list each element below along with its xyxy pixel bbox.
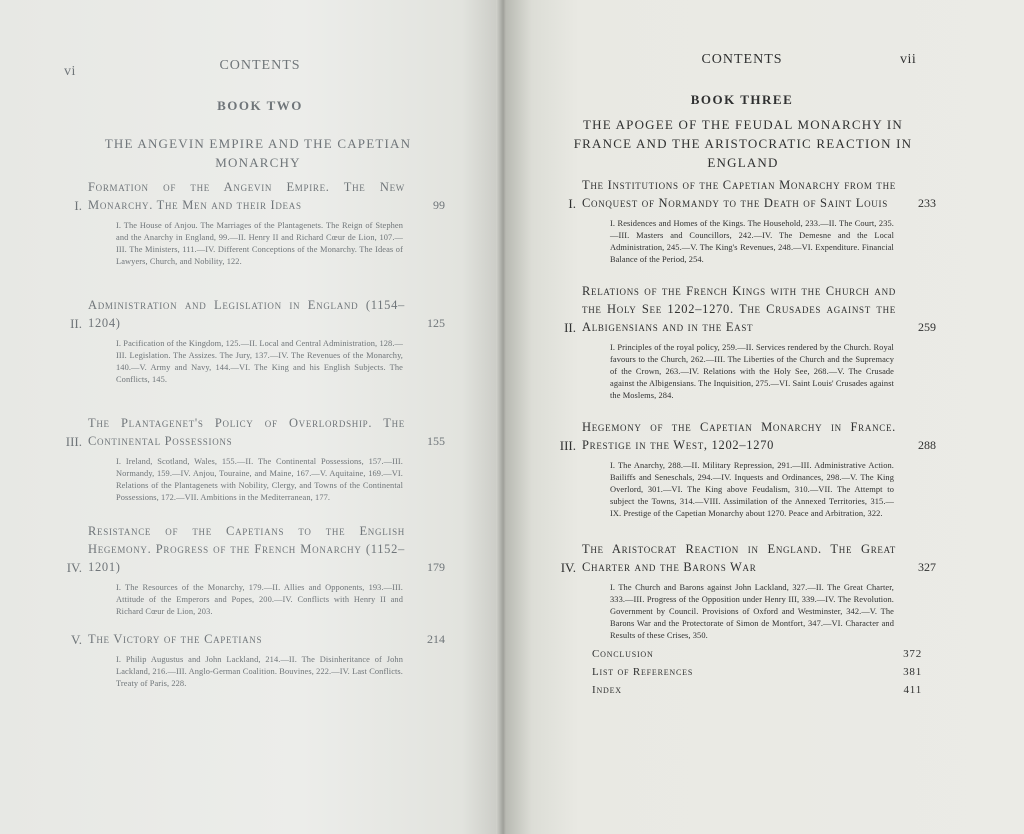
chapter-number: IV. — [560, 560, 576, 575]
chapter-page: 327 — [918, 560, 936, 574]
running-head-right: CONTENTS — [701, 52, 783, 67]
back-matter-label: Conclusion — [592, 648, 654, 660]
left-page — [0, 0, 502, 834]
chapter-number: V. — [71, 632, 82, 647]
toc-entry — [554, 418, 936, 520]
chapter-summary: I. Residences and Homes of the Kings. The Household, 233.—II. The Court, 235.—III. Masters and Councillors, 242.—IV. The Demesne and the Local Administration, 245.—V. The King's Revenues, 248.—VI. Expenditure. Financial Balance of the Period, 254. — [610, 219, 894, 264]
back-matter-page: 372 — [903, 648, 922, 660]
chapter-summary: I. Philip Augustus and John Lackland, 214.—II. The Disinheritance of John Lackland, 216.—III. Anglo-German Coalition. Bouvines, 222.—IV. Last Conflicts. Treaty of Paris, 228. — [116, 655, 403, 688]
book-two-label: BOOK TWO — [217, 98, 303, 113]
toc-entry — [60, 414, 445, 504]
chapter-page: 179 — [427, 560, 445, 574]
back-matter-page: 381 — [903, 666, 922, 678]
chapter-title: Administration and Legislation in England (1154–1204) — [88, 298, 405, 330]
chapter-number: IV. — [66, 560, 82, 575]
chapter-summary: I. Principles of the royal policy, 259.—II. Services rendered by the Church. Royal favours to the Church, 262.—III. The Liberties of the Church and the Supremacy of the Crown, 263.—IV. Relations with the Holy See, 268.—V. The Crusade against the Albigensians. The Inquisition, 275.—VI. Saint Louis' Crusades against the Moslems, 284. — [610, 343, 894, 400]
chapter-number: II. — [70, 316, 82, 331]
chapter-summary: I. Ireland, Scotland, Wales, 155.—II. The Continental Possessions, 157.—III. Normandy, 159.—IV. Anjou, Touraine, and Maine, 167.—V. Aquitaine, 169.—VI. Relations of the Plantagenets with Nobility, Clergy, and Towns of the Continental Possessions, 172.—VII. Ambitions in the Mediterranean, 177. — [116, 457, 403, 502]
running-head-left: CONTENTS — [219, 58, 301, 73]
chapter-title: The Aristocrat Reaction in England. The Great Charter and the Barons War — [582, 542, 896, 574]
chapter-page: 214 — [427, 632, 445, 646]
folio-left: vi — [64, 64, 76, 79]
toc-entry — [554, 540, 936, 642]
chapter-number: III. — [559, 438, 576, 453]
book-three-title: THE APOGEE OF THE FEUDAL MONARCHY IN FRANCE AND THE ARISTOCRATIC REACTION IN ENGLAND — [573, 117, 913, 170]
chapter-title: Resistance of the Capetians to the English Hegemony. Progress of the French Monarchy (1152–1201) — [88, 524, 405, 574]
book-three-label: BOOK THREE — [690, 92, 794, 107]
toc-entry — [60, 522, 445, 618]
chapter-number: I. — [74, 198, 82, 213]
chapter-title: Formation of the Angevin Empire. The New Monarchy. The Men and their Ideas — [88, 180, 405, 212]
chapter-title: Hegemony of the Capetian Monarchy in France. Prestige in the West, 1202–1270 — [582, 420, 896, 452]
chapter-page: 288 — [918, 438, 936, 452]
toc-index — [592, 678, 922, 696]
toc-entry — [60, 296, 445, 386]
chapter-page: 155 — [427, 434, 445, 448]
chapter-page: 259 — [918, 320, 936, 334]
back-matter-page: 411 — [903, 684, 922, 696]
back-matter-label: Index — [592, 684, 622, 696]
chapter-summary: I. Pacification of the Kingdom, 125.—II. Local and Central Administration, 128.—III. Legislation. The Assizes. The Jury, 137.—IV. The Revenues of the Monarchy, 140.—V. Army and Navy, 144.—VI. The King and his English Subjects. The Conflicts, 145. — [116, 339, 403, 384]
chapter-page: 99 — [433, 198, 445, 212]
chapter-number: III. — [65, 434, 82, 449]
right-page — [506, 0, 1024, 834]
toc-entry — [554, 282, 936, 402]
folio-right: vii — [900, 52, 917, 67]
chapter-title: The Plantagenet's Policy of Overlordship. The Continental Possessions — [88, 416, 405, 448]
chapter-page: 125 — [427, 316, 445, 330]
chapter-number: II. — [564, 320, 576, 335]
toc-entry — [60, 630, 445, 690]
chapter-summary: I. The House of Anjou. The Marriages of the Plantagenets. The Reign of Stephen and the Anarchy in England, 99.—II. Henry II and Richard Cœur de Lion, 107.—III. The Ministers, 111.—IV. Different Conceptions of the Monarchy. The Ideas of Lawyers, Church, and Nobility, 122. — [116, 221, 403, 266]
toc-conclusion — [592, 642, 922, 660]
book-two-title: THE ANGEVIN EMPIRE AND THE CAPETIAN MONARCHY — [104, 136, 412, 170]
toc-entry — [554, 176, 936, 266]
chapter-summary: I. The Anarchy, 288.—II. Military Repression, 291.—III. Administrative Action. Bailiffs and Seneschals, 294.—IV. Inquests and Ordinances, 298.—V. The King Overlord, 301.—VI. The King above Feudalism, 310.—VII. The Attempt to subject the Towns, 314.—VIII. Assimilation of the Annexed Territories, 315.—IX. Prestige of the Capetian Monarchy about 1270. Peace and Arbitration, 322. — [610, 461, 894, 518]
chapter-summary: I. The Resources of the Monarchy, 179.—II. Allies and Opponents, 193.—III. Attitude of the Emperors and Popes, 200.—IV. Conflicts with Henry II and Richard Cœur de Lion, 203. — [116, 583, 403, 616]
back-matter-label: List of References — [592, 666, 694, 678]
chapter-title: The Victory of the Capetians — [88, 632, 263, 646]
chapter-summary: I. The Church and Barons against John Lackland, 327.—II. The Great Charter, 333.—III. Progress of the Opposition under Henry III, 339.—IV. The Revolution. Government by Council. Provisions of Oxford and Westminster, 342.—V. The Barons War and the Protectorate of Simon de Montfort, 347.—VI. Character and Results of these Crises, 350. — [610, 583, 894, 640]
chapter-title: The Institutions of the Capetian Monarchy from the Conquest of Normandy to the Death of Saint Louis — [582, 178, 896, 210]
chapter-page: 233 — [918, 196, 936, 210]
toc-entry — [60, 178, 445, 268]
chapter-title: Relations of the French Kings with the Church and the Holy See 1202–1270. The Crusades against the Albigensians and in the East — [582, 284, 896, 334]
toc-list-of-references — [592, 660, 922, 678]
chapter-number: I. — [568, 196, 576, 211]
